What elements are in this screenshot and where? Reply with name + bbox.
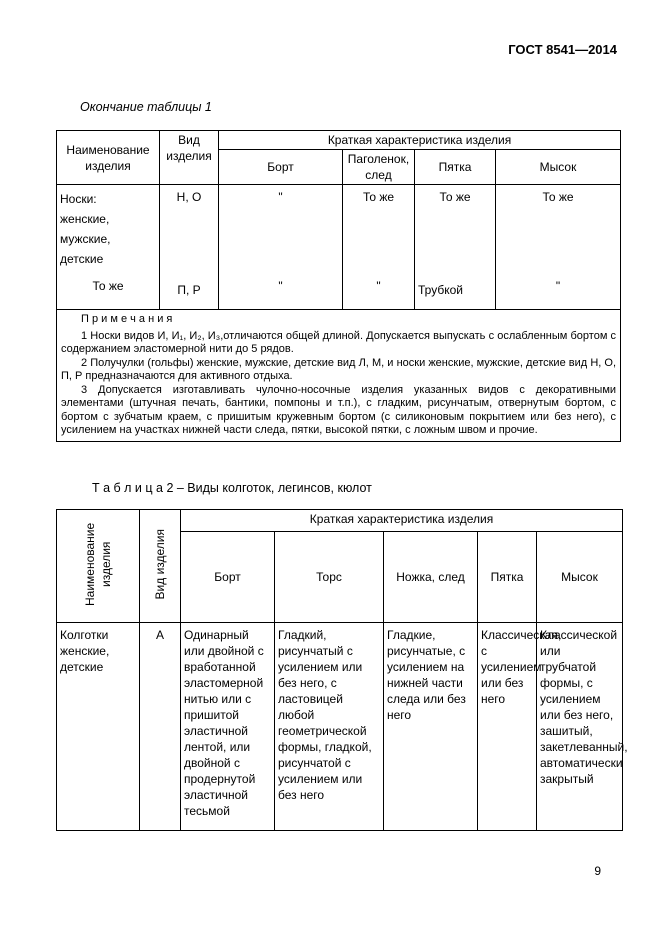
t1-row2-name: То же: [57, 276, 160, 310]
t2-header-group: Краткая характеристика изделия: [181, 510, 623, 532]
page-number: 9: [594, 864, 601, 878]
t1-header-bort: Борт: [219, 150, 343, 185]
t1-header-pagolenok: Паголенок, след: [343, 150, 415, 185]
t1-header-group: Краткая характеристика изделия: [219, 131, 621, 150]
t2-header-tors: Торс: [275, 532, 384, 623]
table1: [56, 130, 621, 442]
t1-row1-name: [57, 185, 160, 277]
t2-header-mysok: Мысок: [537, 532, 623, 623]
t2-row1-name: Колготки женские, детские: [57, 623, 140, 831]
t2-row1-mysok: Классической или трубчатой формы, с усилением или без него, зашитый, закетлеванный, автоматически закрытый: [537, 623, 623, 831]
t1-note-3: 3 Допускается изготавливать чулочно-носочные изделия указанных видов с декоративными элементами (штучная печать, бантики, помпоны и т.п.), с гладким, рисунчатым, отвернутым бортом, с бортом с зубчатым краем, с пришитым кружевным бортом (с силиконовым покрытием или без него), с усилением на участках нижней части следа, пятки, высокой пятки, с ложным швом и прочие.: [61, 383, 617, 436]
t1-header-pyatka: Пятка: [415, 150, 496, 185]
t1-header-name: Наименование изделия: [57, 131, 160, 185]
t2-row1-tors: Гладкий, рисунчатый с усилением или без него, с ластовицей любой геометрической формы, гладкой, рисунчатой с усилением или без него: [275, 623, 384, 831]
t2-row1-nozhka: Гладкие, рисунчатые, с усилением на нижней части следа или без него: [384, 623, 478, 831]
t1-row1-mysok: То же: [496, 185, 621, 277]
t1-header-mysok: Мысок: [496, 150, 621, 185]
t1-row2-type: П, Р: [160, 276, 219, 310]
t1-row2-bort: ": [219, 276, 343, 310]
t1-row1-pagolenok: То же: [343, 185, 415, 277]
t1-note-2: 2 Получулки (гольфы) женские, мужские, детские вид Л, М, и носки женские, мужские, детские вид Н, О, П, Р предназначаются для активного отдыха.: [61, 356, 617, 382]
t2-header-nozhka: Ножка, след: [384, 532, 478, 623]
t1-row1-name-line3: мужские,: [60, 232, 111, 246]
t1-row1-name-line4: детские: [60, 252, 104, 266]
t1-row2-mysok: ": [496, 276, 621, 310]
t2-header-name: [57, 510, 140, 623]
t1-row1-name-line1: Носки:: [60, 192, 97, 206]
t2-row1-pyatka: Классическая, с усилением или без него: [478, 623, 537, 831]
t1-note-1: 1 Носки видов И, И₁, И₂, И₃,отличаются общей длиной. Допускается выпускать с ослабленным бортом с содержанием эластомерной нити до 5 рядов.: [61, 329, 617, 355]
table1-caption: Окончание таблицы 1: [80, 100, 212, 114]
t2-header-name-text: Наименование изделия: [83, 522, 113, 606]
t1-notes-title: П р и м е ч а н и я: [81, 313, 173, 325]
t2-row1-type: А: [140, 623, 181, 831]
t2-header-pyatka: Пятка: [478, 532, 537, 623]
t2-header-type: [140, 510, 181, 623]
t2-header-bort: Борт: [181, 532, 275, 623]
t1-row2-pagolenok: ": [343, 276, 415, 310]
t1-notes: [57, 310, 621, 442]
standard-number: ГОСТ 8541—2014: [508, 42, 617, 57]
table2-caption: Т а б л и ц а 2 – Виды колготок, легинсов, кюлот: [92, 481, 372, 495]
t1-row1-pyatka: То же: [415, 185, 496, 277]
t1-row2-pyatka: Трубкой: [415, 276, 496, 310]
t2-header-type-text: Вид изделия: [153, 528, 167, 600]
t1-row1-bort: ": [219, 185, 343, 277]
t2-row1-bort: Одинарный или двойной с вработанной эластомерной нитью или с пришитой эластичной лентой, или двойной с продернутой эластичной тесьмой: [181, 623, 275, 831]
t1-header-type: Вид изделия: [160, 131, 219, 185]
t1-row1-type: Н, О: [160, 185, 219, 277]
t1-row1-name-line2: женские,: [60, 212, 110, 226]
table2: [56, 509, 628, 831]
